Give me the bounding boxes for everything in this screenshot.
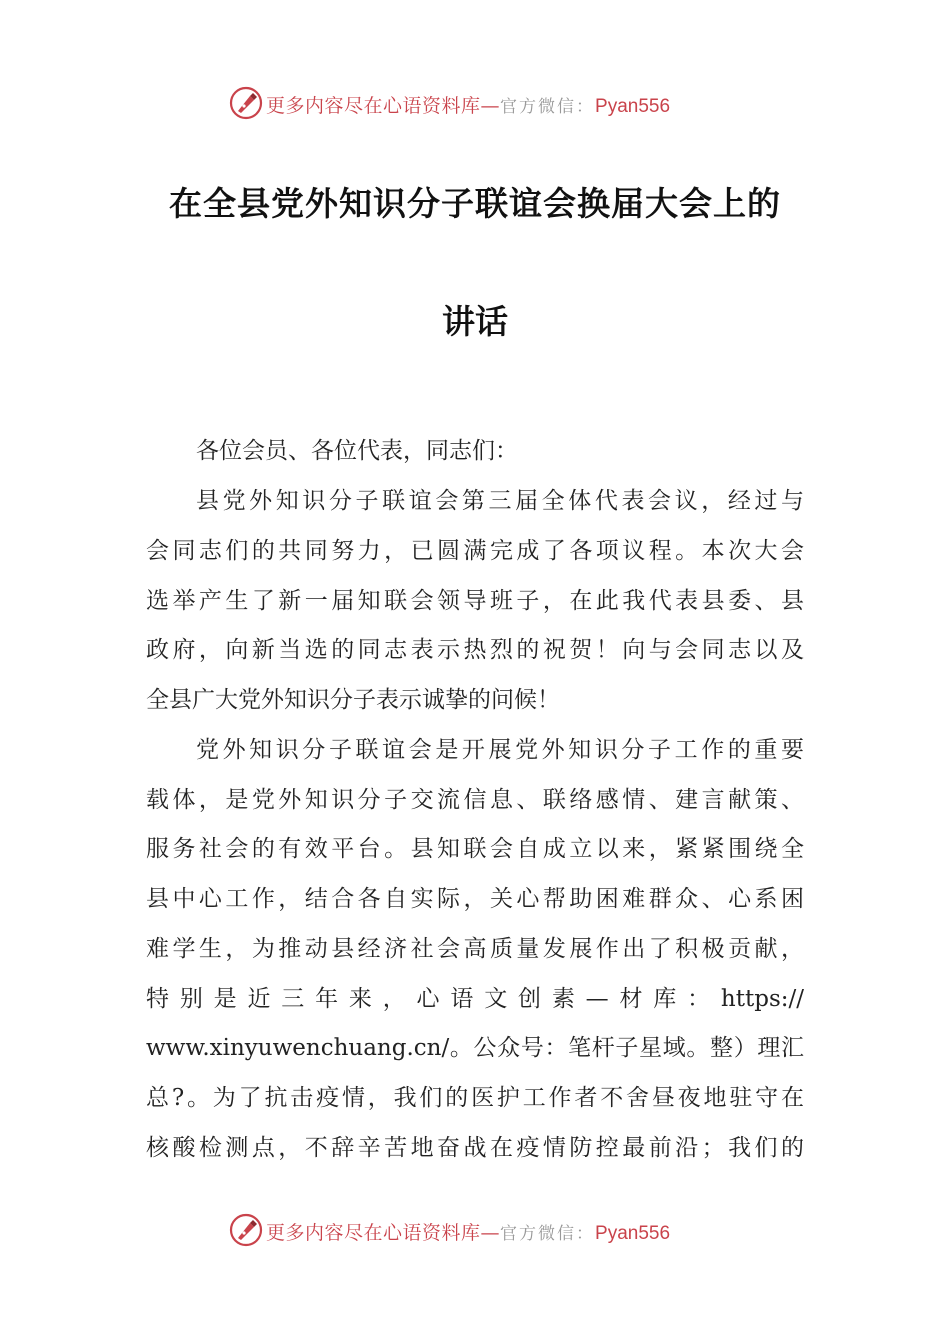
body-line: 县党外知识分子联谊会第三届全体代表会议，经过与 bbox=[196, 488, 804, 514]
watermark-wechat-id: Pyan556 bbox=[595, 96, 671, 117]
watermark-banner-bottom bbox=[0, 1211, 950, 1251]
body-line: 核酸检测点，不辞辛苦地奋战在疫情防控最前沿；我们的 bbox=[146, 1135, 804, 1161]
watermark-main: 更多内容尽在心语资料库 bbox=[266, 1222, 481, 1244]
body-line: 选举产生了新一届知联会领导班子，在此我代表县委、县 bbox=[146, 588, 804, 614]
body-line: 党外知识分子联谊会是开展党外知识分子工作的重要 bbox=[196, 737, 804, 763]
body-line: 县中心工作，结合各自实际，关心帮助困难群众、心系困 bbox=[146, 886, 804, 912]
body-line: www.xinyuwenchuang.cn/。公众号：笔杆子星域。整）理汇 bbox=[146, 1035, 804, 1061]
pen-nib-logo-icon bbox=[229, 86, 263, 120]
watermark-banner-top bbox=[0, 84, 950, 124]
watermark-text bbox=[266, 91, 670, 118]
body-line: 总?。为了抗击疫情，我们的医护工作者不舍昼夜地驻守在 bbox=[146, 1085, 804, 1111]
document-title-line-2: 讲话 bbox=[442, 302, 508, 341]
watermark-wechat-id: Pyan556 bbox=[595, 1223, 671, 1244]
body-line: 会同志们的共同努力，已圆满完成了各项议程。本次大会 bbox=[146, 538, 804, 564]
document-title-line-1: 在全县党外知识分子联谊会换届大会上的 bbox=[169, 184, 781, 223]
body-line: 载体，是党外知识分子交流信息、联络感情、建言献策、 bbox=[146, 787, 804, 813]
watermark-sub: 官方微信： bbox=[500, 1224, 596, 1244]
watermark-text bbox=[266, 1218, 670, 1245]
pen-nib-logo-icon bbox=[229, 1213, 263, 1247]
body-line: 特别是近三年来，心语文创素—材库：https:// bbox=[146, 986, 804, 1012]
body-line: 全县广大党外知识分子表示诚挚的问候！ bbox=[146, 687, 560, 713]
watermark-sub: 官方微信： bbox=[500, 97, 596, 117]
body-line: 服务社会的有效平台。县知联会自成立以来，紧紧围绕全 bbox=[146, 836, 804, 862]
salutation: 各位会员、各位代表，同志们： bbox=[196, 438, 518, 464]
watermark-dash: — bbox=[480, 1222, 501, 1244]
body-line: 难学生，为推动县经济社会高质量发展作出了积极贡献， bbox=[146, 936, 804, 962]
watermark-dash: — bbox=[480, 95, 501, 117]
body-line: 政府，向新当选的同志表示热烈的祝贺！向与会同志以及 bbox=[146, 637, 804, 663]
watermark-main: 更多内容尽在心语资料库 bbox=[266, 95, 481, 117]
